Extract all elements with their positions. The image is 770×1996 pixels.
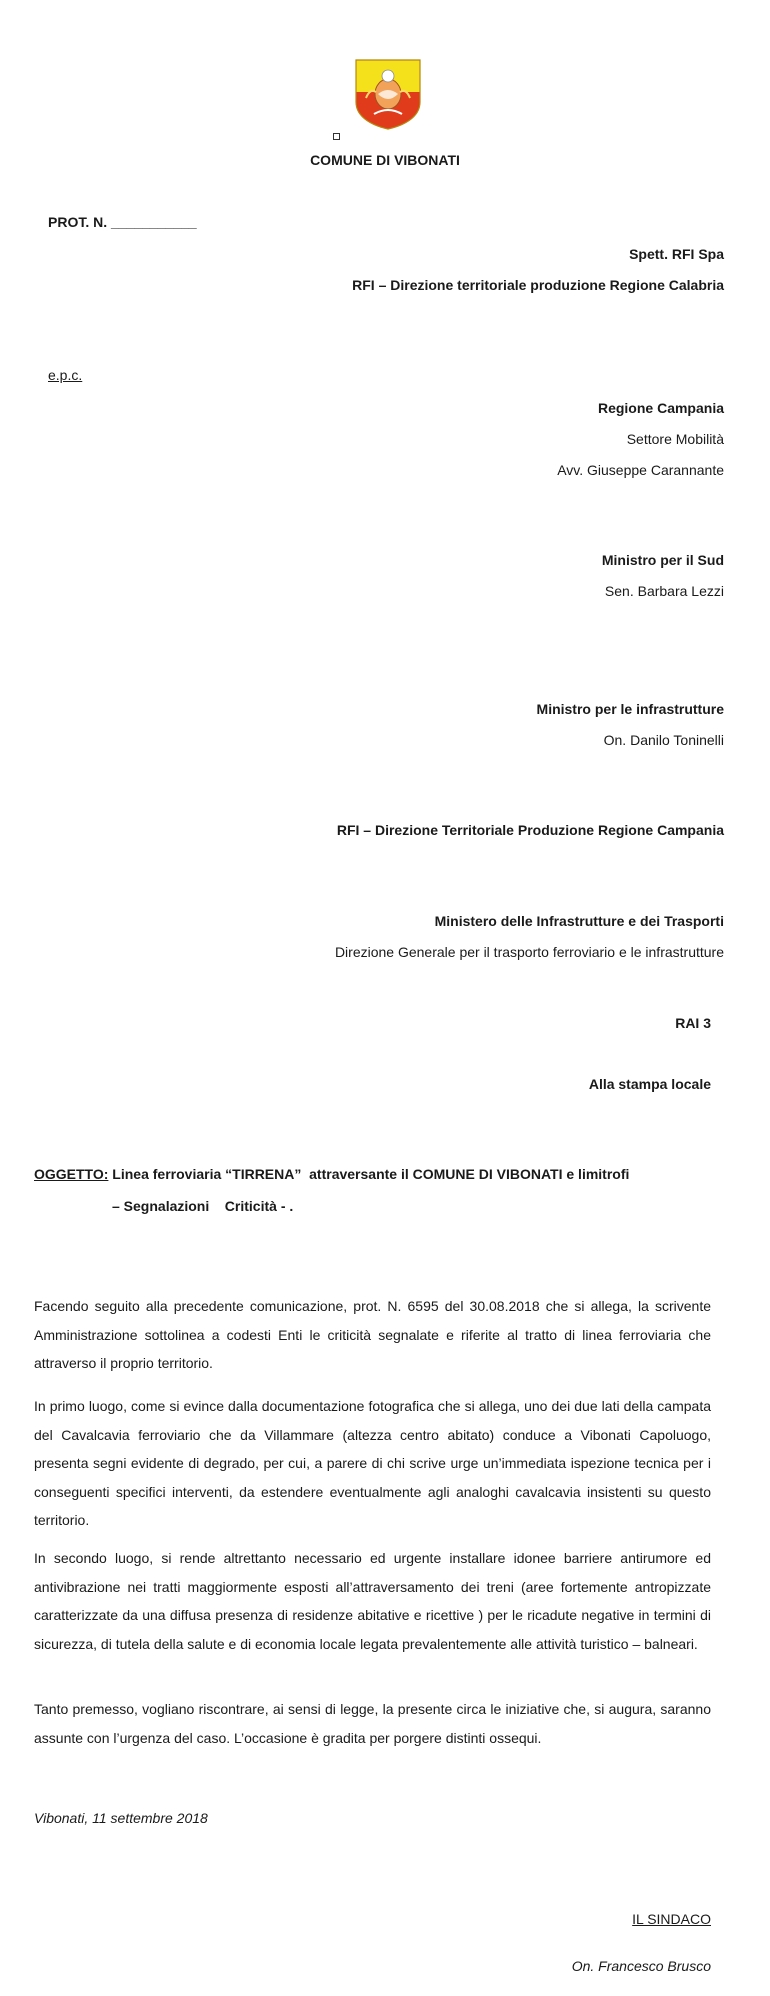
protocol-number: PROT. N. ___________: [48, 214, 197, 230]
subject-subtitle: – Segnalazioni Criticità - .: [112, 1198, 294, 1214]
epc-label: e.p.c.: [48, 367, 83, 383]
subject-line: [34, 1166, 629, 1182]
body-paragraph-2: In primo luogo, come si evince dalla documentazione fotografica che si allega, uno dei due lati della campata del Cavalcavia ferroviario che da Villammare (altezza centro abitato) conduce a Vibonati Capoluogo, presenta segni evidente di degrado, per cui, a parere di chi scrive urge un’immediata ispezione tecnica per i conseguenti specifici interventi, da estendere eventualmente agli analoghi cavalcavia insistenti su questo territorio.: [34, 1398, 711, 1529]
municipality-title: COMUNE DI VIBONATI: [310, 152, 460, 168]
recipient-rai3: RAI 3: [675, 1015, 711, 1031]
municipal-coat-of-arms-icon: [352, 58, 424, 130]
recipient-rfi-calabria: RFI – Direzione territoriale produzione Regione Calabria: [352, 277, 724, 293]
recipient-ministro-infrastrutture: Ministro per le infrastrutture: [536, 701, 724, 717]
recipient-settore-mobilita: Settore Mobilità: [626, 431, 724, 447]
recipient-ministro-sud: Ministro per il Sud: [601, 552, 724, 568]
subject-label: OGGETTO:: [34, 1166, 109, 1182]
recipient-carannante: Avv. Giuseppe Carannante: [557, 462, 724, 478]
recipient-lezzi: Sen. Barbara Lezzi: [604, 583, 724, 599]
letter-date: Vibonati, 11 settembre 2018: [34, 1810, 208, 1826]
body-paragraph-4: Tanto premesso, vogliano riscontrare, ai sensi di legge, la presente circa le iniziative che, si augura, saranno assunte con l’urgenza del caso. L’occasione è gradita per porgere distinti ossequi.: [34, 1701, 711, 1746]
small-square-mark: [333, 133, 340, 140]
signature-name: On. Francesco Brusco: [571, 1958, 711, 1974]
recipient-regione-campania: Regione Campania: [597, 400, 724, 416]
recipient-rfi-campania: RFI – Direzione Territoriale Produzione Regione Campania: [336, 822, 724, 838]
recipient-ministero-trasporti: Ministero delle Infrastrutture e dei Trasporti: [434, 913, 724, 929]
recipient-stampa-locale: Alla stampa locale: [588, 1076, 711, 1092]
recipient-direzione-generale: Direzione Generale per il trasporto ferroviario e le infrastrutture: [334, 944, 724, 960]
recipient-rfi-spa: Spett. RFI Spa: [629, 246, 724, 262]
subject-text: Linea ferroviaria “TIRRENA” attraversante il COMUNE DI VIBONATI e limitrofi: [108, 1166, 630, 1182]
body-paragraph-3: In secondo luogo, si rende altrettanto necessario ed urgente installare idonee barriere antirumore ed antivibrazione nei tratti maggiormente esposti all’attraversamento dei treni (aree fortemente antropizzate caratterizzate da una diffusa presenza di residenze abitative e ricettive ) per le ricadute negative in termini di sicurezza, di tutela della salute e di economia locale legata prevalentemente alle attività turistico – balneari.: [34, 1550, 711, 1652]
recipient-toninelli: On. Danilo Toninelli: [603, 732, 724, 748]
body-paragraph-1: Facendo seguito alla precedente comunicazione, prot. N. 6595 del 30.08.2018 che si allega, la scrivente Amministrazione sottolinea a codesti Enti le criticità segnalate e riferite al tratto di linea ferroviaria che attraverso il proprio territorio.: [34, 1298, 711, 1372]
signature-role: IL SINDACO: [632, 1911, 711, 1927]
